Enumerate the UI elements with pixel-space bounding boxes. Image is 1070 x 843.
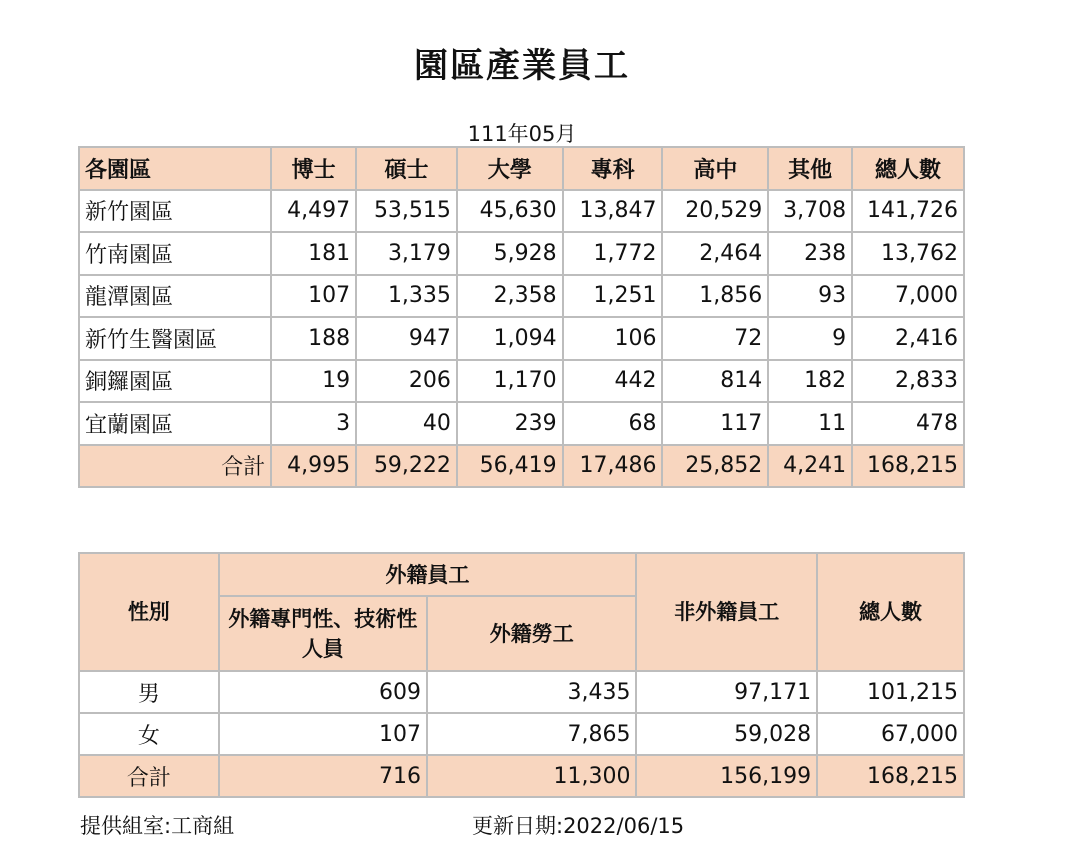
total-foreign-professionals: 716 <box>219 755 427 797</box>
cell-master: 40 <box>356 402 457 445</box>
header-non-foreign-employees: 非外籍員工 <box>636 553 817 671</box>
table-row <box>79 671 964 713</box>
total-row <box>79 755 964 797</box>
cell-master: 947 <box>356 317 457 360</box>
cell-foreign-professionals: 107 <box>219 713 427 755</box>
table-row <box>79 275 964 318</box>
park-name: 銅鑼園區 <box>79 360 271 403</box>
header-total: 總人數 <box>852 147 964 190</box>
cell-master: 53,515 <box>356 190 457 233</box>
cell-highschool: 117 <box>662 402 768 445</box>
total-total: 168,215 <box>852 445 964 488</box>
cell-other: 93 <box>768 275 852 318</box>
cell-associate: 1,772 <box>563 232 663 275</box>
cell-phd: 19 <box>271 360 356 403</box>
update-date: 更新日期:2022/06/15 <box>472 814 685 838</box>
cell-highschool: 1,856 <box>662 275 768 318</box>
header-foreign-employees: 外籍員工 <box>219 553 637 596</box>
header-gender: 性別 <box>79 553 219 671</box>
cell-bachelor: 1,094 <box>457 317 563 360</box>
table-row <box>79 713 964 755</box>
total-bachelor: 56,419 <box>457 445 563 488</box>
total-associate: 17,486 <box>563 445 663 488</box>
cell-non-foreign: 97,171 <box>636 671 817 713</box>
page-title: 園區產業員工 <box>414 46 630 86</box>
cell-associate: 106 <box>563 317 663 360</box>
total-phd: 4,995 <box>271 445 356 488</box>
header-bachelor: 大學 <box>457 147 563 190</box>
table-header-row <box>79 553 964 596</box>
header-total: 總人數 <box>817 553 964 671</box>
cell-bachelor: 239 <box>457 402 563 445</box>
table-row <box>79 232 964 275</box>
gender-label: 男 <box>79 671 219 713</box>
gender-label: 女 <box>79 713 219 755</box>
cell-foreign-professionals: 609 <box>219 671 427 713</box>
cell-phd: 181 <box>271 232 356 275</box>
cell-total: 141,726 <box>852 190 964 233</box>
cell-total: 67,000 <box>817 713 964 755</box>
cell-bachelor: 1,170 <box>457 360 563 403</box>
cell-highschool: 2,464 <box>662 232 768 275</box>
cell-other: 3,708 <box>768 190 852 233</box>
table-row <box>79 360 964 403</box>
cell-other: 11 <box>768 402 852 445</box>
cell-associate: 68 <box>563 402 663 445</box>
cell-other: 9 <box>768 317 852 360</box>
cell-other: 182 <box>768 360 852 403</box>
header-foreign-labor: 外籍勞工 <box>427 596 636 671</box>
employee-nationality-gender-table <box>78 552 965 798</box>
header-park: 各園區 <box>79 147 271 190</box>
cell-foreign-labor: 7,865 <box>427 713 636 755</box>
cell-bachelor: 5,928 <box>457 232 563 275</box>
cell-total: 478 <box>852 402 964 445</box>
cell-highschool: 72 <box>662 317 768 360</box>
cell-total: 13,762 <box>852 232 964 275</box>
park-name: 竹南園區 <box>79 232 271 275</box>
cell-associate: 13,847 <box>563 190 663 233</box>
table-row <box>79 190 964 233</box>
cell-total: 2,416 <box>852 317 964 360</box>
cell-highschool: 814 <box>662 360 768 403</box>
cell-associate: 442 <box>563 360 663 403</box>
cell-phd: 3 <box>271 402 356 445</box>
cell-phd: 4,497 <box>271 190 356 233</box>
table-row <box>79 317 964 360</box>
park-name: 龍潭園區 <box>79 275 271 318</box>
header-highschool: 高中 <box>662 147 768 190</box>
total-non-foreign: 156,199 <box>636 755 817 797</box>
total-foreign-labor: 11,300 <box>427 755 636 797</box>
cell-bachelor: 45,630 <box>457 190 563 233</box>
cell-phd: 107 <box>271 275 356 318</box>
cell-highschool: 20,529 <box>662 190 768 233</box>
total-label: 合計 <box>79 445 271 488</box>
cell-foreign-labor: 3,435 <box>427 671 636 713</box>
report-period: 111年05月 <box>467 122 577 146</box>
park-employee-education-table <box>78 146 965 488</box>
header-phd: 博士 <box>271 147 356 190</box>
park-name: 宜蘭園區 <box>79 402 271 445</box>
park-name: 新竹園區 <box>79 190 271 233</box>
cell-master: 3,179 <box>356 232 457 275</box>
cell-total: 2,833 <box>852 360 964 403</box>
cell-non-foreign: 59,028 <box>636 713 817 755</box>
cell-associate: 1,251 <box>563 275 663 318</box>
table-row <box>79 402 964 445</box>
total-label: 合計 <box>79 755 219 797</box>
cell-master: 1,335 <box>356 275 457 318</box>
header-associate: 專科 <box>563 147 663 190</box>
cell-bachelor: 2,358 <box>457 275 563 318</box>
header-master: 碩士 <box>356 147 457 190</box>
total-row <box>79 445 964 488</box>
cell-phd: 188 <box>271 317 356 360</box>
total-highschool: 25,852 <box>662 445 768 488</box>
header-other: 其他 <box>768 147 852 190</box>
park-name: 新竹生醫園區 <box>79 317 271 360</box>
cell-master: 206 <box>356 360 457 403</box>
total-master: 59,222 <box>356 445 457 488</box>
cell-other: 238 <box>768 232 852 275</box>
cell-total: 101,215 <box>817 671 964 713</box>
total-total: 168,215 <box>817 755 964 797</box>
header-foreign-professionals: 外籍專門性、技術性人員 <box>219 596 427 671</box>
total-other: 4,241 <box>768 445 852 488</box>
provider-department: 提供組室:工商組 <box>80 814 235 838</box>
table-header-row <box>79 147 964 190</box>
cell-total: 7,000 <box>852 275 964 318</box>
